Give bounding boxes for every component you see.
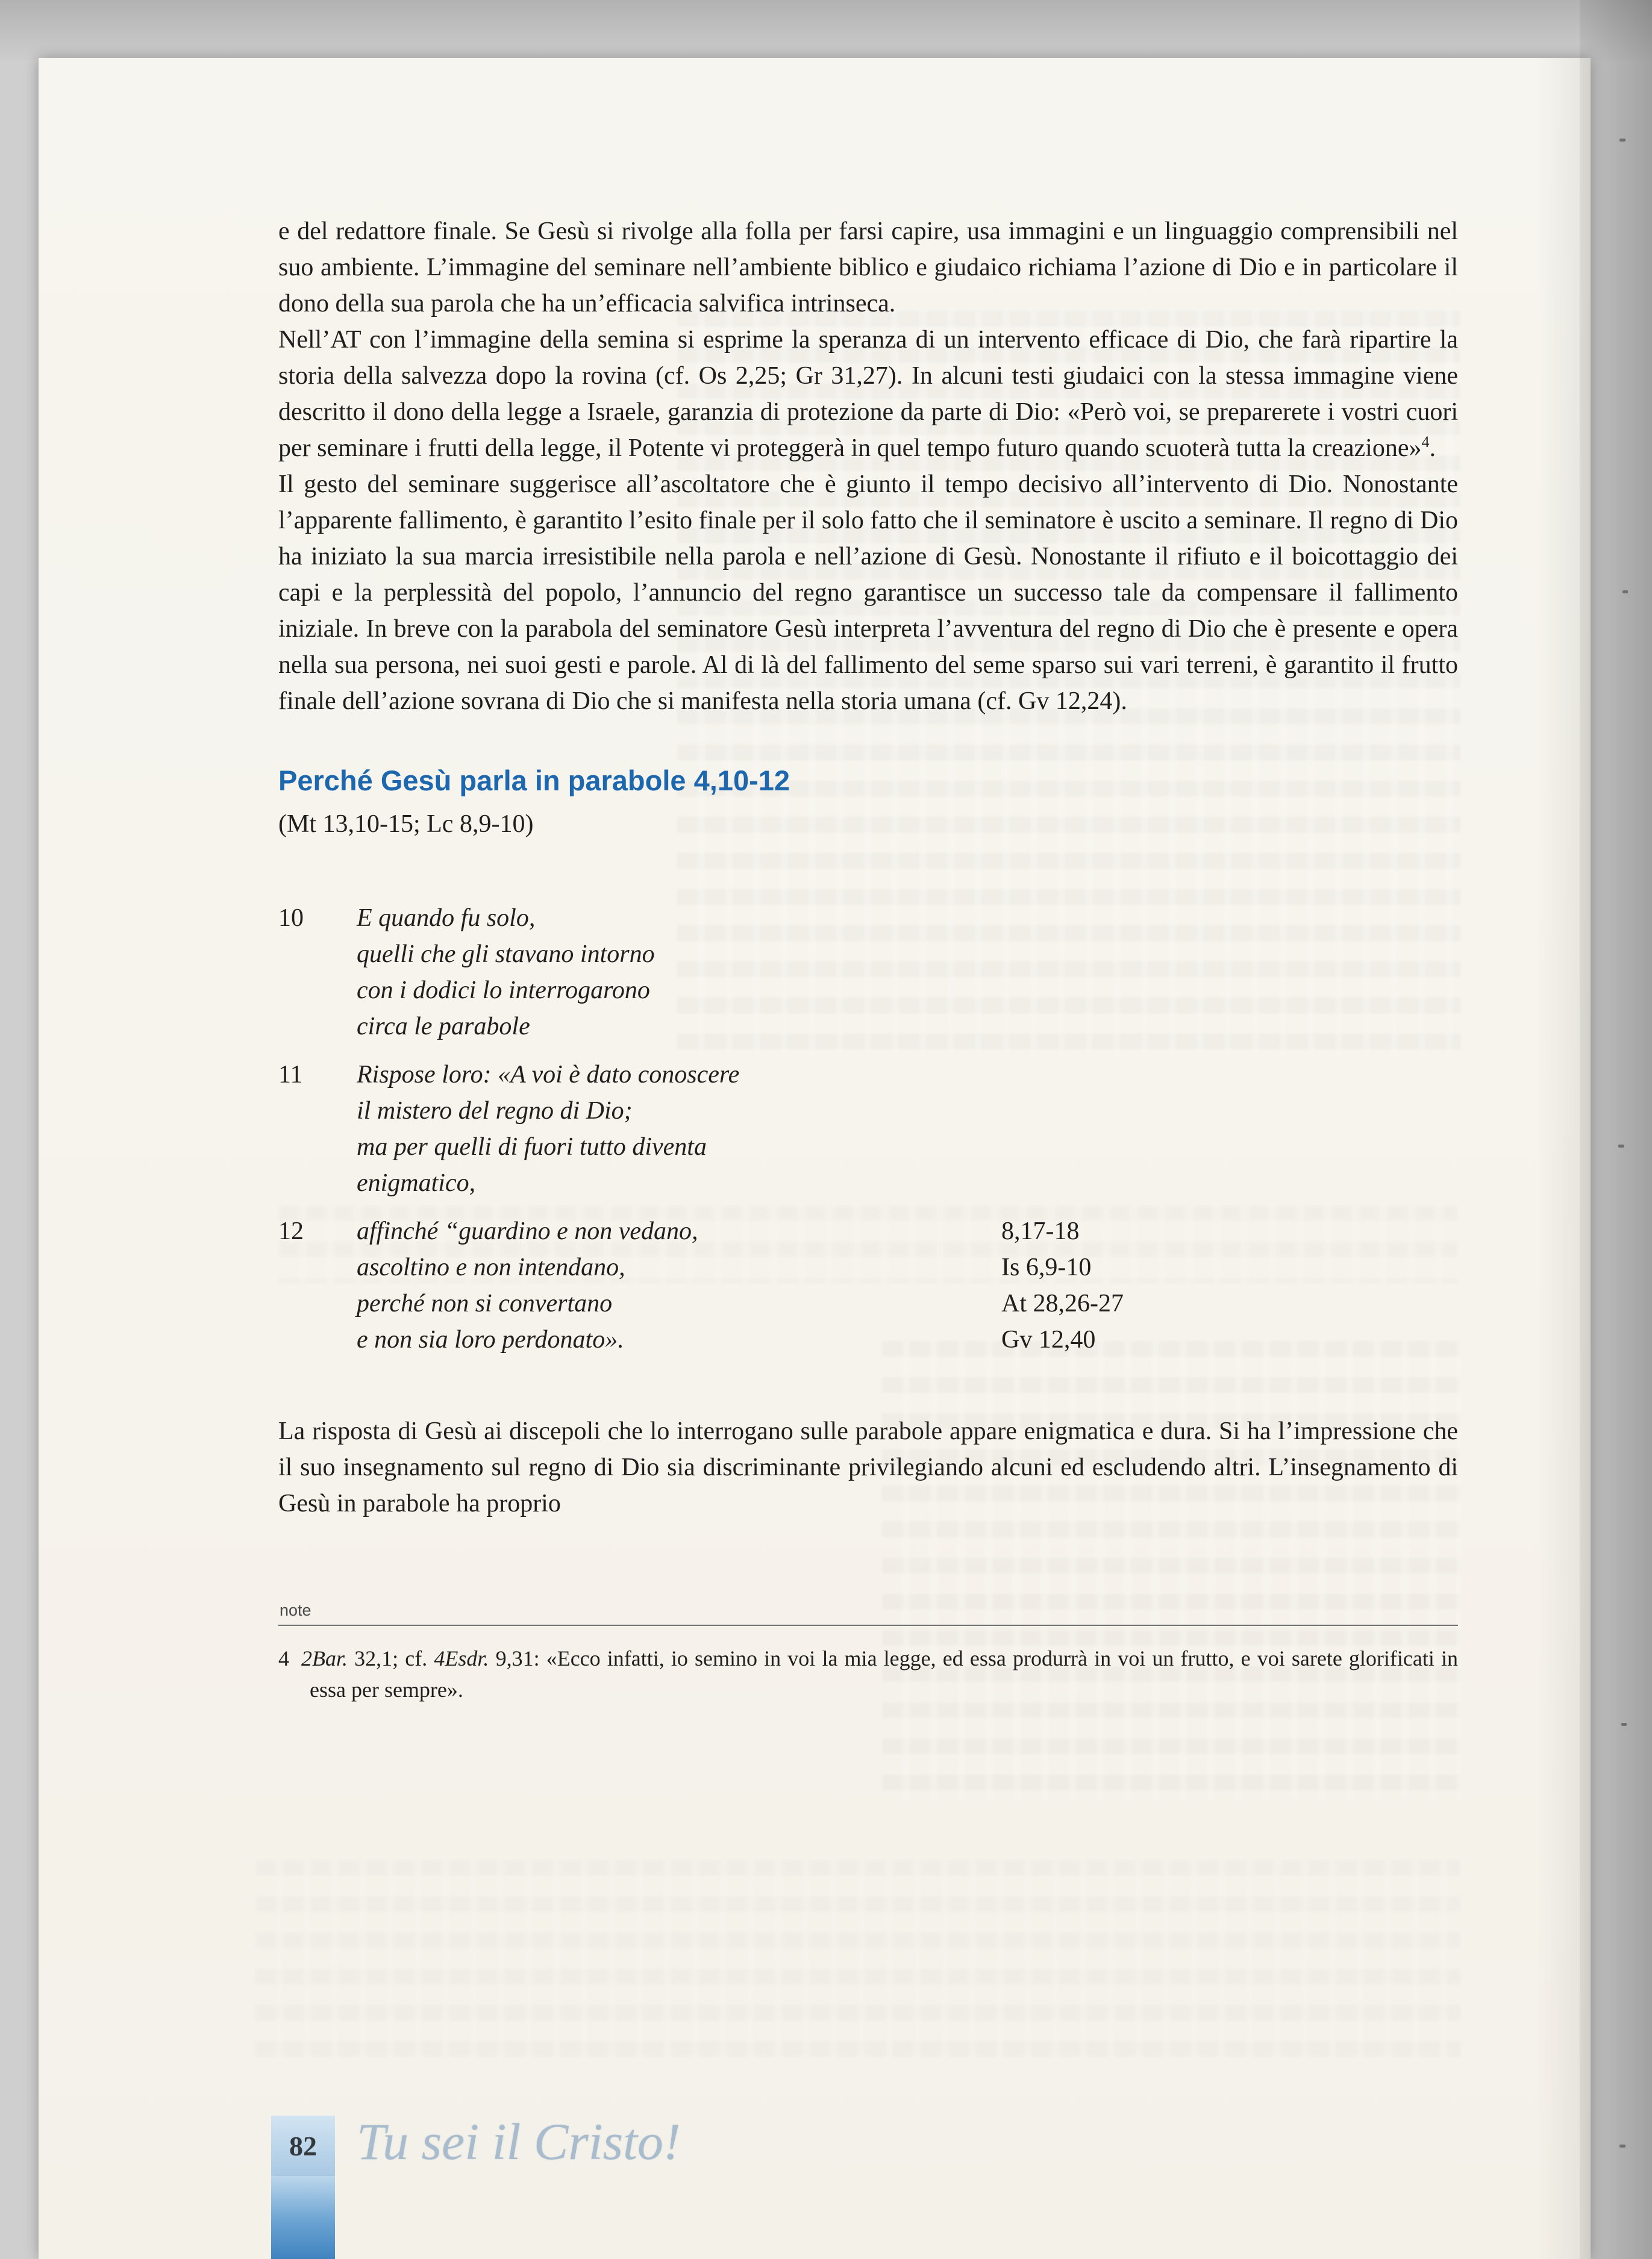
scan-artifact [1622, 590, 1628, 593]
verse-number: 11 [278, 1061, 303, 1089]
paragraph: Il gesto del seminare suggerisce all’ascoltatore che è giunto il tempo decisivo all’intervento di Dio. Nonostante l’apparente fallimento, è garantito l’esito finale per il solo fatto che il seminatore è uscito a seminare. Il regno di Dio ha iniziato la sua marcia irresistibile nella parola e nell’azione di Gesù. Nonostante il rifiuto e il boicottaggio dei capi e la perplessità del popolo, l’annuncio del regno garantisce un successo tale da compensare il fallimento iniziale. In breve con la parabola del seminatore Gesù interpreta l’avventura del regno di Dio che è presente e opera nella sua persona, nei suoi gesti e parole. Al di là del fallimento del seme sparso sui vari terreni, è garantito il frutto finale dell’azione sovrana di Dio che si manifesta nella storia umana (cf. Gv 12,24). [278, 470, 1458, 715]
bleed-through-texture [255, 1860, 1460, 2059]
scan-artifact [1619, 139, 1625, 142]
verse-line: ma per quelli di fuori tutto diventa [357, 1133, 707, 1161]
cross-references [1001, 1213, 1124, 1358]
note-text: 4 2Bar. 32,1; cf. 4Esdr. 9,31: «Ecco infatti, io semino in voi la mia legge, ed essa produrrà in voi un frutto, e voi sarete glorificati in essa per sempre». [278, 1646, 1459, 1702]
verse-line: E quando fu solo, [357, 904, 536, 932]
cross-reference: Gv 12,40 [1001, 1326, 1096, 1354]
scan-artifact [1618, 1145, 1624, 1148]
verse-line: affinché “guardino e non vedano, [357, 1217, 698, 1245]
note-marker: 4 [278, 1646, 289, 1670]
book-title: Tu sei il Cristo! [357, 2113, 681, 2170]
section-heading: Perché Gesù parla in parabole 4,10-12 [278, 764, 790, 796]
paragraph: e del redattore finale. Se Gesù si rivolge alla folla per farsi capire, usa immagini e un linguaggio comprensibili nel suo ambiente. L’immagine del seminare nell’ambiente biblico e giudaico richiama l’azione di Dio e in particolare il dono della sua parola che ha un’efficacia salvifica intrinseca. [278, 217, 1458, 317]
verse-number: 12 [278, 1217, 304, 1245]
cross-reference: 8,17-18 [1001, 1217, 1080, 1245]
note-divider [278, 1625, 1458, 1626]
section-subheading: (Mt 13,10-15; Lc 8,9-10) [278, 810, 534, 838]
page-content [278, 213, 1458, 1705]
verse-block [278, 900, 1458, 1358]
verse-line: Rispose loro: «A voi è dato conoscere [357, 1061, 740, 1089]
cross-reference: At 28,26-27 [1001, 1290, 1124, 1317]
cross-reference: Is 6,9-10 [1001, 1254, 1092, 1281]
scan-artifact [1619, 2145, 1625, 2148]
note-label: note [280, 1601, 311, 1619]
verse [278, 900, 1458, 1045]
verse-line: il mistero del regno di Dio; [357, 1097, 633, 1125]
verse-number: 10 [278, 904, 304, 932]
verse [278, 1057, 1458, 1201]
scan-artifact [1621, 1723, 1627, 1726]
paragraph: Nell’AT con l’immagine della semina si esprime la speranza di un intervento efficace di Dio, che farà ripartire la storia della salvezza dopo la rovina (cf. Os 2,25; Gr 31,27). In alcuni testi giudaici con la stessa immagine viene descritto il dono della legge a Israele, garanzia di protezione da parte di Dio: «Però voi, se preparerete i vostri cuori per seminare i frutti della legge, il Potente vi proteggerà in quel tempo futuro quando scuoterà tutta la creazione»$^4$. [278, 326, 1458, 462]
verse-line: circa le parabole [357, 1013, 530, 1040]
verse-line: con i dodici lo interrogarono [357, 976, 650, 1004]
verse-line: ascoltino e non intendano, [357, 1254, 625, 1281]
page-number-badge: 82 [271, 2116, 335, 2176]
intro-paragraphs [278, 213, 1458, 719]
verse-line: enigmatico, [357, 1169, 476, 1197]
verse [278, 1213, 1458, 1358]
closing-paragraph: La risposta di Gesù ai discepoli che lo interrogano sulle parabole appare enigmatica e dura. Si ha l’impressione che il suo insegnamento sul regno di Dio sia discriminante privilegiando alcuni ed escludendo altri. L’insegnamento di Gesù in parabole ha proprio [278, 1417, 1458, 1517]
book-page [39, 58, 1591, 2259]
verse-line: e non sia loro perdonato». [357, 1326, 624, 1354]
note-area [278, 1601, 1458, 1705]
verse-line: perché non si convertano [357, 1290, 613, 1317]
footer-accent-strip [271, 2176, 335, 2259]
verse-line: quelli che gli stavano intorno [357, 940, 655, 968]
